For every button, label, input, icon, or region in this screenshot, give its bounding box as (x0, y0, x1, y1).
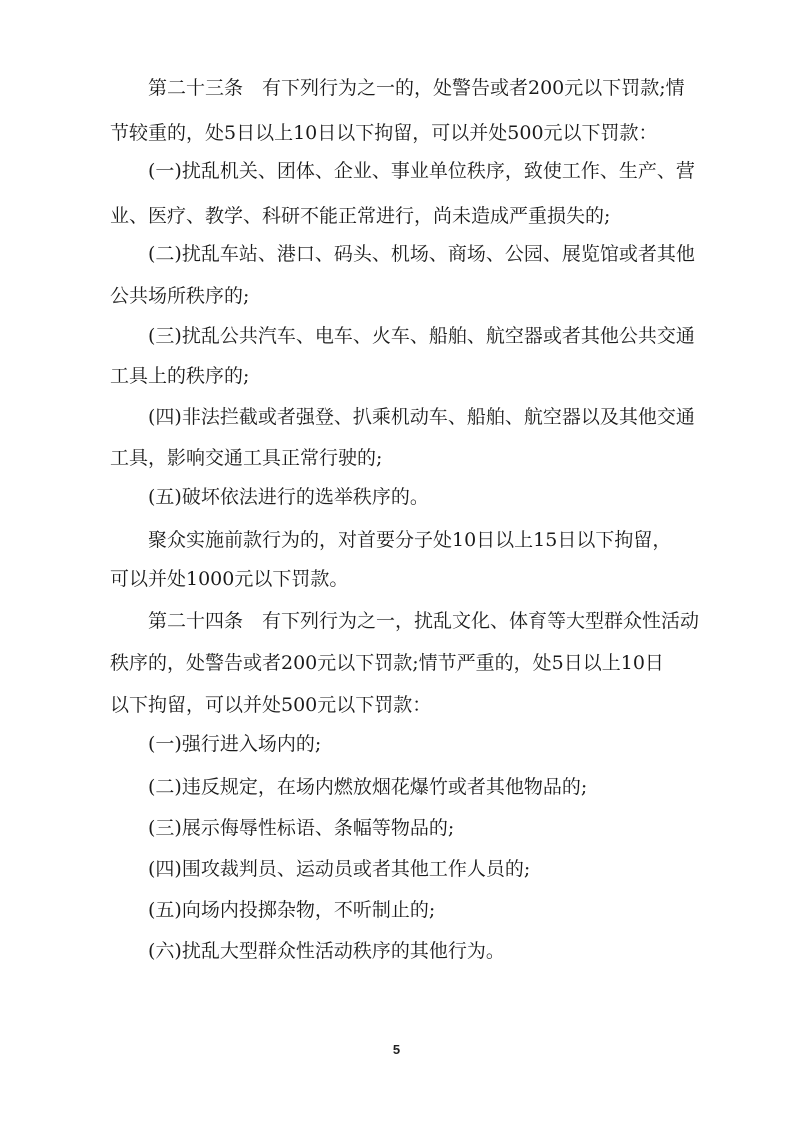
page-number: 5 (392, 1042, 401, 1057)
article-24-line-2: 秩序的，处警告或者200元以下罚款;情节严重的，处5日以上10日 (110, 652, 664, 674)
article-23-line-2: 节较重的，处5日以上10日以下拘留，可以并处500元以下罚款： (110, 122, 658, 144)
article-24-item-5: (五)向场内投掷杂物，不听制止的; (148, 899, 436, 921)
article-24-item-4: (四)围攻裁判员、运动员或者其他工作人员的; (148, 858, 531, 880)
article-23-line-1: 第二十三条 有下列行为之一的，处警告或者200元以下罚款;情 (148, 77, 685, 99)
article-23-item-3-line-1: (三)扰乱公共汽车、电车、火车、船舶、航空器或者其他公共交通 (148, 325, 695, 347)
article-23-item-5: (五)破坏依法进行的选举秩序的。 (148, 486, 429, 508)
article-24-item-6: (六)扰乱大型群众性活动秩序的其他行为。 (148, 940, 505, 962)
article-23-item-3-line-2: 工具上的秩序的; (110, 365, 250, 387)
article-23-item-2-line-1: (二)扰乱车站、港口、码头、机场、商场、公园、展览馆或者其他 (148, 243, 695, 265)
article-24-item-3: (三)展示侮辱性标语、条幅等物品的; (148, 817, 455, 839)
article-24-line-1: 第二十四条 有下列行为之一，扰乱文化、体育等大型群众性活动 (148, 610, 700, 632)
article-23-item-2-line-2: 公共场所秩序的; (110, 285, 250, 307)
article-23-item-4-line-2: 工具，影响交通工具正常行驶的; (110, 447, 383, 469)
article-23-item-1-line-2: 业、医疗、教学、科研不能正常进行，尚未造成严重损失的; (110, 205, 611, 227)
article-23-item-1-line-1: (一)扰乱机关、团体、企业、事业单位秩序，致使工作、生产、营 (148, 160, 695, 182)
article-24-item-1: (一)强行进入场内的; (148, 733, 322, 755)
article-23-group-clause-line-1: 聚众实施前款行为的，对首要分子处10日以上15日以下拘留， (148, 529, 672, 551)
article-23-group-clause-line-2: 可以并处1000元以下罚款。 (110, 568, 349, 590)
article-23-item-4-line-1: (四)非法拦截或者强登、扒乘机动车、船舶、航空器以及其他交通 (148, 406, 695, 428)
article-24-item-2: (二)违反规定，在场内燃放烟花爆竹或者其他物品的; (148, 776, 588, 798)
article-24-line-3: 以下拘留，可以并处500元以下罚款： (110, 694, 432, 716)
